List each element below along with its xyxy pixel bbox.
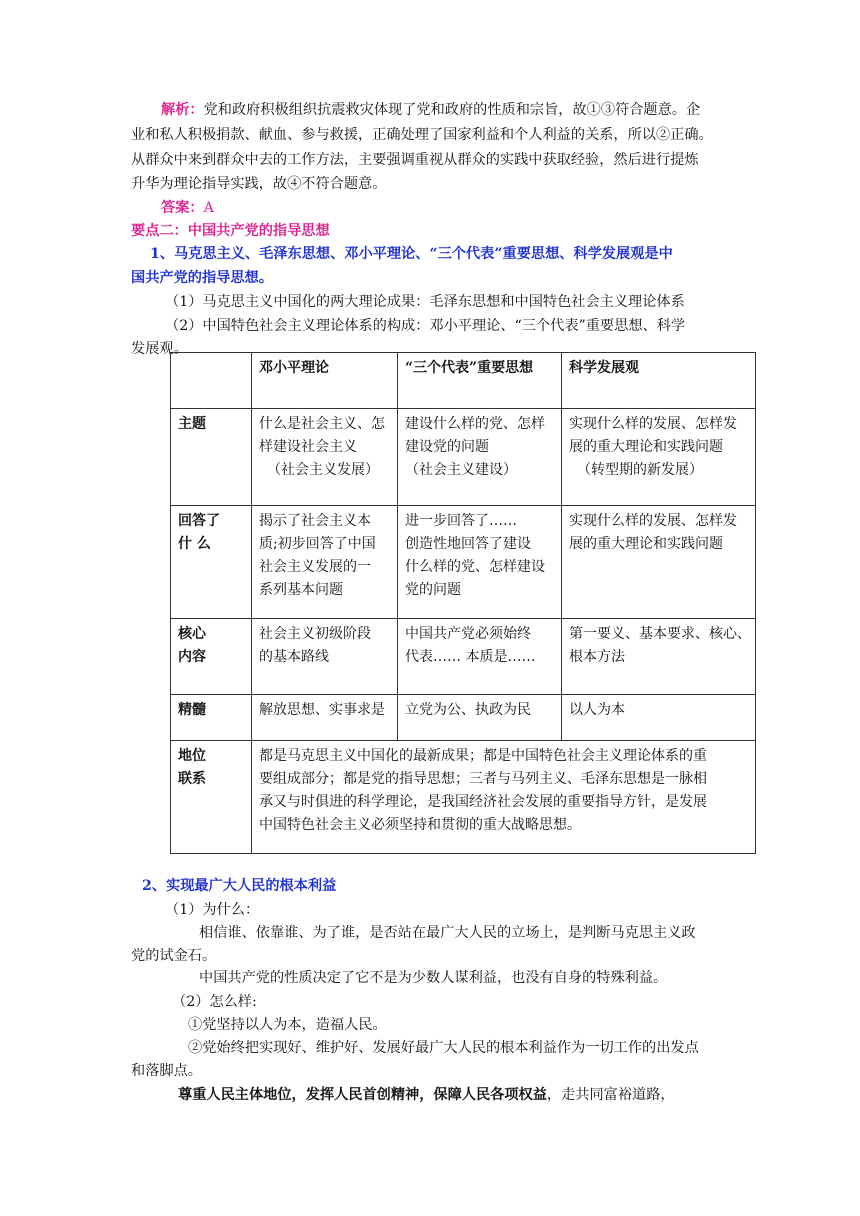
why-text-2: 中国共产党的性质决定了它不是为少数人谋利益，也没有自身的特殊利益。 [199, 970, 668, 986]
answer-value: A [203, 200, 214, 216]
table-row [171, 741, 756, 854]
section-title: 要点二：中国共产党的指导思想 [131, 223, 330, 239]
row-label-essence: 精髓 [171, 695, 252, 741]
row-label-status-relation: 地位 联系 [171, 741, 252, 854]
table-row [171, 619, 756, 695]
cell-essence-three-represents: 立党为公、执政为民 [398, 695, 562, 741]
analysis-label: 解析： [161, 102, 204, 118]
cell-core-deng: 社会主义初级阶段 的基本路线 [252, 619, 398, 695]
cell-core-three-represents: 中国共产党必须始终 代表…… 本质是…… [398, 619, 562, 695]
table-row [171, 409, 756, 506]
analysis-line-2: 业和私人积极捐款、献血、参与救援，正确处理了国家利益和个人利益的关系，所以②正确。 [131, 127, 713, 143]
analysis-text: 党和政府积极组织抗震救灾体现了党和政府的性质和宗旨，故①③符合题意。企 [203, 102, 701, 118]
cell-answered-deng: 揭示了社会主义本 质;初步回答了中国 社会主义发展的一 系列基本问题 [252, 506, 398, 619]
cell-answered-three-represents: 进一步回答了…… 创造性地回答了建设 什么样的党、怎样建设 党的问题 [398, 506, 562, 619]
theory-comparison-table [170, 352, 756, 854]
cell-essence-scientific: 以人为本 [562, 695, 756, 741]
cell-essence-deng: 解放思想、实事求是 [252, 695, 398, 741]
how-item-3 [178, 1083, 675, 1107]
cell-status-relation: 都是马克思主义中国化的最新成果；都是中国特色社会主义理论体系的重 要组成部分；都是党的指导思想；三者与马列主义、毛泽东思想是一脉相 承又与时俱进的科学理论，是我国经济社会发展的重要指导方针，是发展 中国特色社会主义必须坚持和贯彻的重大战略思想。 [252, 741, 756, 854]
row-label-core-content: 核心 内容 [171, 619, 252, 695]
cell-core-scientific: 第一要义、基本要求、核心、 根本方法 [562, 619, 756, 695]
table-header-row [171, 353, 756, 409]
header-deng-theory: 邓小平理论 [252, 353, 398, 409]
why-heading: （1）为什么： [165, 902, 260, 918]
guiding-thought-line-1: 1、马克思主义、毛泽东思想、邓小平理论、“三个代表”重要思想、科学发展观是中 [150, 246, 673, 262]
cell-theme-three-represents: 建设什么样的党、怎样 建设党的问题 （社会主义建设） [398, 409, 562, 506]
guiding-thought-line-2: 国共产党的指导思想。 [131, 270, 273, 286]
header-scientific-development: 科学发展观 [562, 353, 756, 409]
how-item-3-rest: ，走共同富裕道路， [546, 1087, 675, 1103]
cell-answered-scientific: 实现什么样的发展、怎样发 展的重大理论和实践问题 [562, 506, 756, 619]
how-item-2-line-1: ②党始终把实现好、维护好、发展好最广大人民的根本利益作为一切工作的出发点 [188, 1040, 699, 1056]
analysis-line-1 [161, 98, 700, 122]
interests-title: 2、实现最广大人民的根本利益 [142, 878, 337, 894]
how-heading: （2）怎么样: [172, 994, 257, 1010]
cell-theme-scientific: 实现什么样的发展、怎样发 展的重大理论和实践问题 （转型期的新发展） [562, 409, 756, 506]
header-cell-empty [171, 353, 252, 409]
how-item-2-line-2: 和落脚点。 [131, 1063, 202, 1079]
subpoint-2-line-2: 发展观。 [131, 341, 188, 357]
row-label-answered: 回答了 什 么 [171, 506, 252, 619]
analysis-line-4: 升华为理论指导实践，故④不符合题意。 [131, 176, 387, 192]
why-text-line-2: 党的试金石。 [131, 948, 217, 964]
why-text-line-1: 相信谁、依靠谁、为了谁，是否站在最广大人民的立场上，是判断马克思主义政 [199, 925, 696, 941]
cell-theme-deng: 什么是社会主义、怎 样建设社会主义 （社会主义发展） [252, 409, 398, 506]
answer-line [161, 196, 214, 220]
analysis-line-3: 从群众中来到群众中去的工作方法，主要强调重视从群众的实践中获取经验，然后进行提炼 [131, 152, 699, 168]
answer-label: 答案： [161, 200, 204, 216]
how-item-1: ①党坚持以人为本，造福人民。 [188, 1017, 387, 1033]
table-row [171, 506, 756, 619]
table-row [171, 695, 756, 741]
subpoint-2-line-1: （2）中国特色社会主义理论体系的构成：邓小平理论、“三个代表”重要思想、科学 [165, 318, 686, 334]
header-three-represents: “三个代表”重要思想 [398, 353, 562, 409]
row-label-theme: 主题 [171, 409, 252, 506]
subpoint-1: （1）马克思主义中国化的两大理论成果：毛泽东思想和中国特色社会主义理论体系 [165, 294, 685, 310]
how-item-3-bold: 尊重人民主体地位，发挥人民首创精神，保障人民各项权益 [178, 1087, 547, 1103]
